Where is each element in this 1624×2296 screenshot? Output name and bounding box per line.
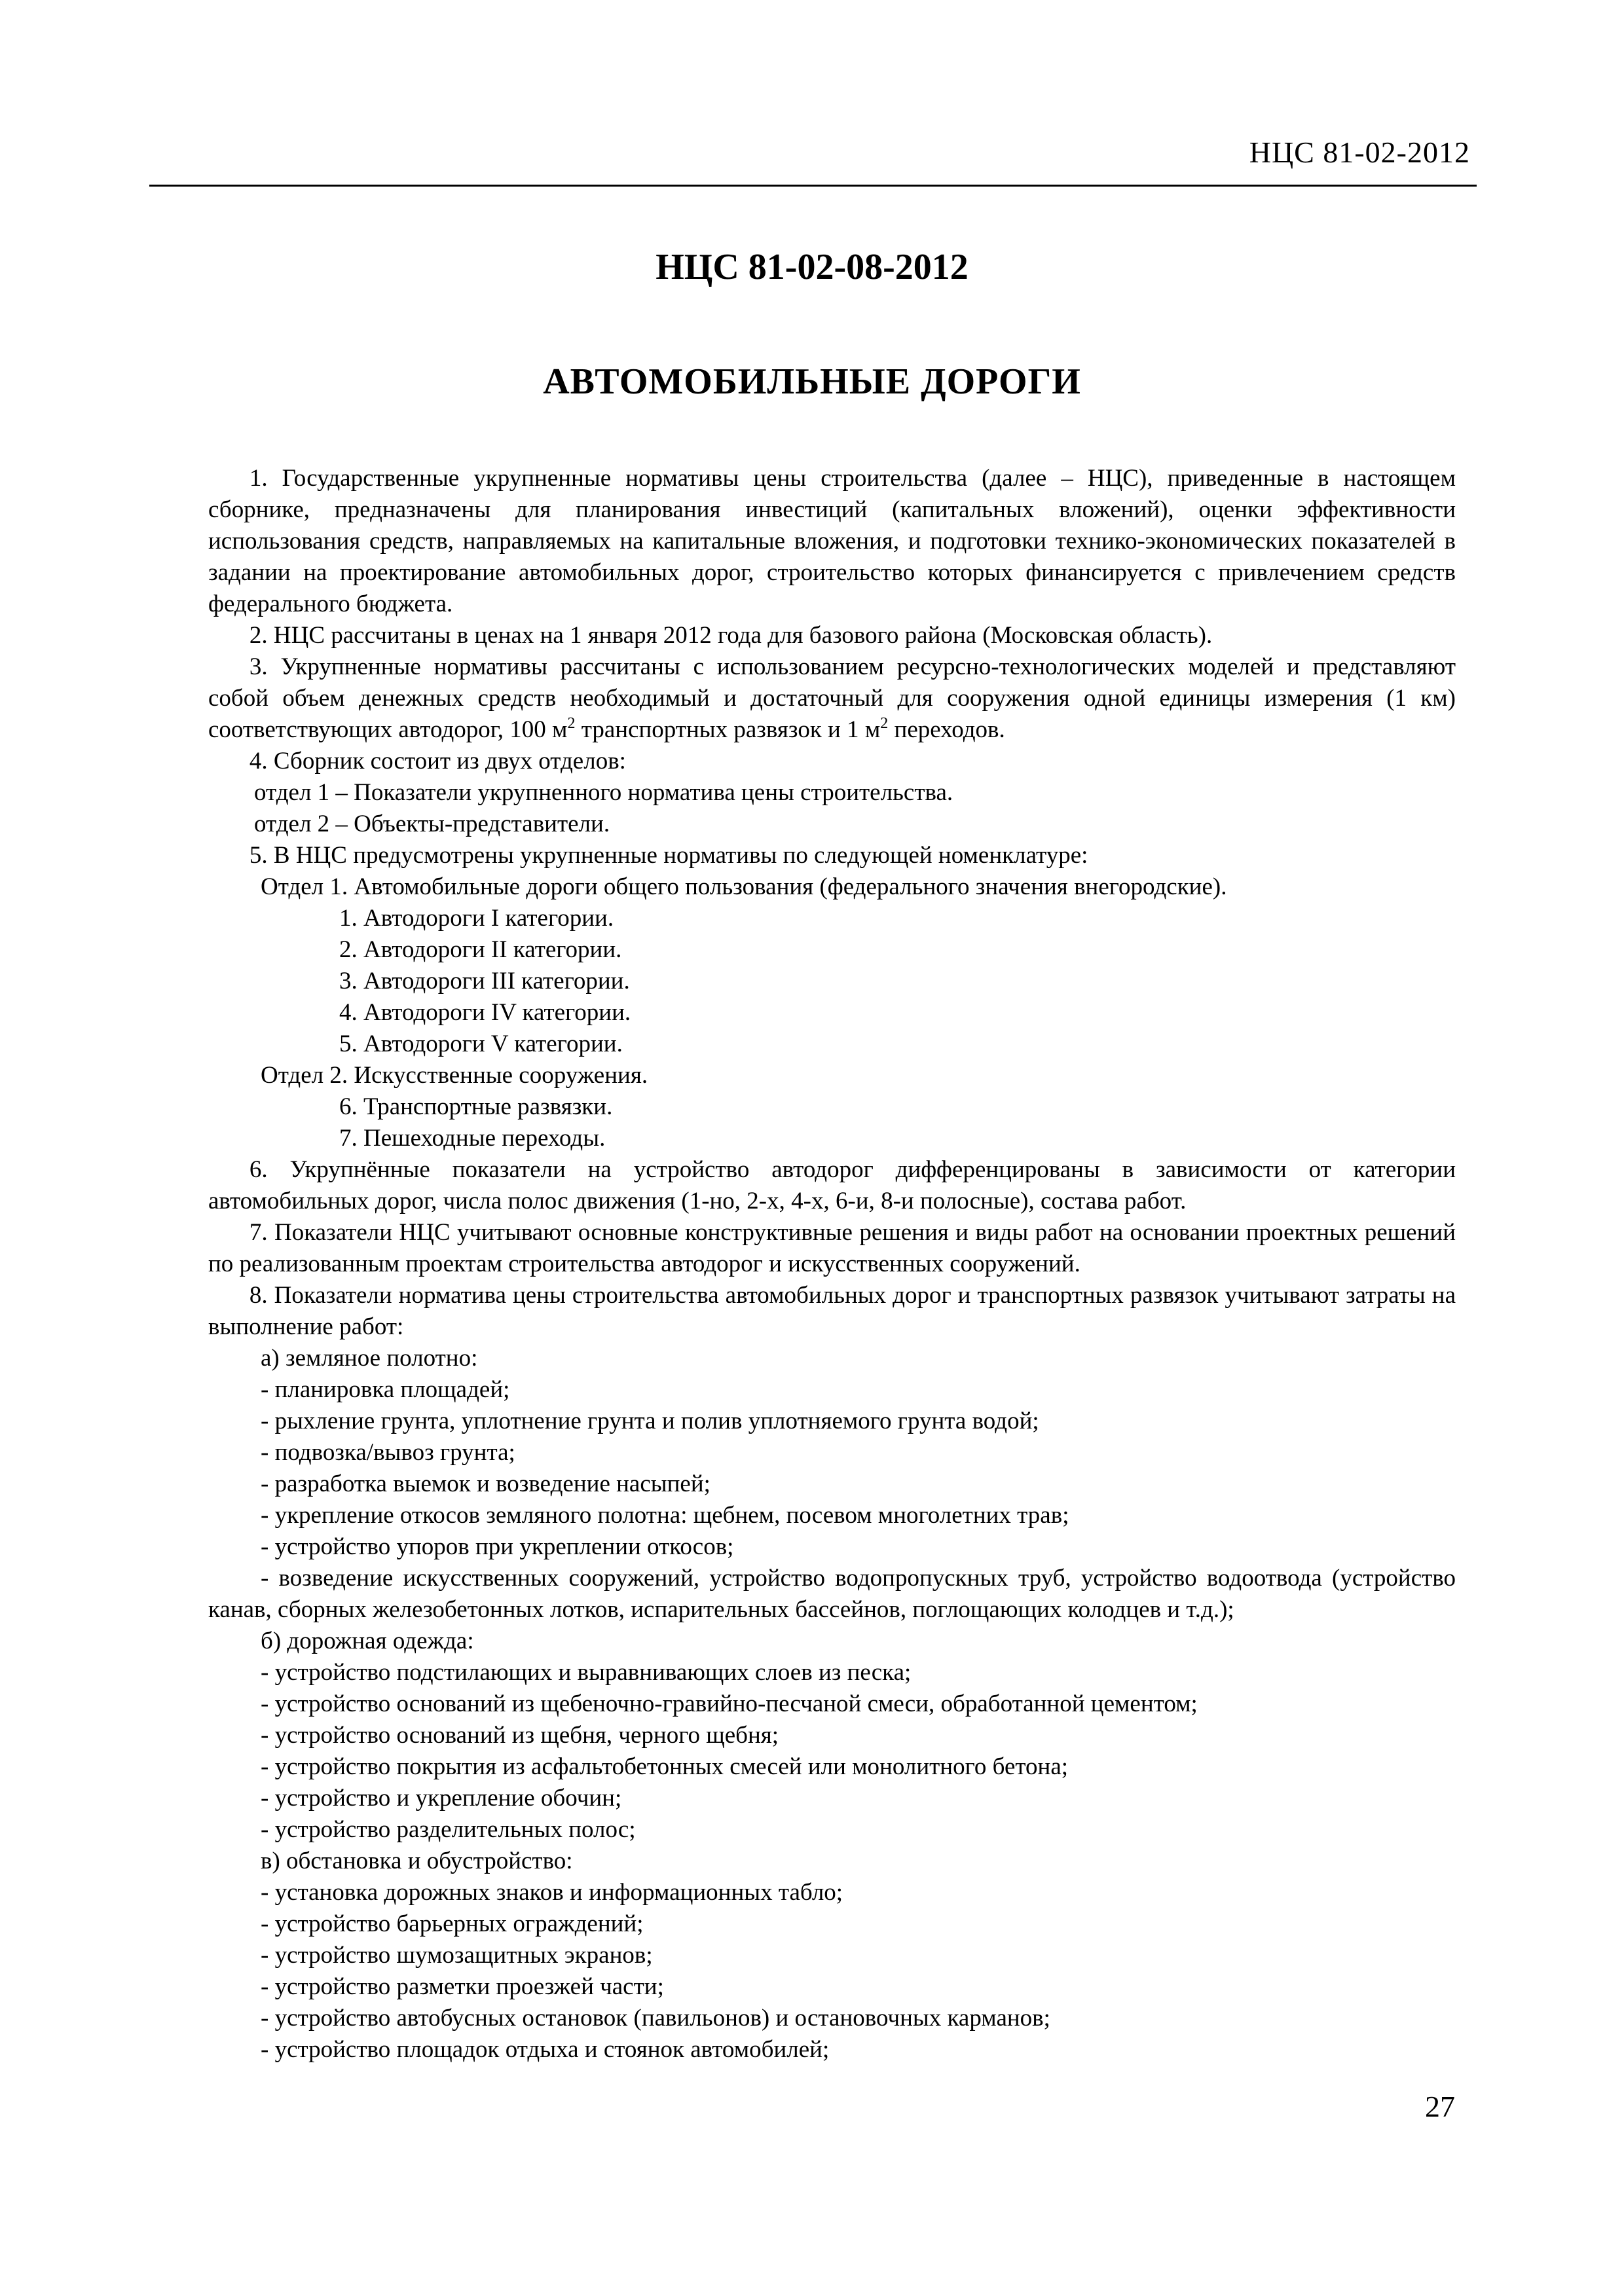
paragraph-2: 2. НЦС рассчитаны в ценах на 1 января 2012 года для базового района (Московская область). xyxy=(249,622,1213,649)
paragraph-6: 6. Укрупнённые показатели на устройство автодорог дифференцированы в зависимости от категории автомобильных дорог, числа полос движения (1-но, 2-х, 4-х, 6-и, 8-и полосные), состава работ. xyxy=(208,1156,1456,1214)
nomenclature-item: 7. Пешеходные переходы. xyxy=(339,1125,606,1152)
document-body xyxy=(208,463,1456,2066)
work-item: - устройство упоров при укреплении откосов; xyxy=(261,1533,734,1560)
nomenclature-item: 2. Автодороги II категории. xyxy=(339,936,622,963)
superscript-2: 2 xyxy=(567,715,576,732)
work-item: - установка дорожных знаков и информационных табло; xyxy=(261,1879,843,1906)
paragraph-1: 1. Государственные укрупненные нормативы цены строительства (далее – НЦС), приведенные в настоящем сборнике, предназначены для планирования инвестиций (капитальных вложений), оценки эффективности использования средств, направляемых на капитальные вложения, и подготовки технико-экономических показателей в задании на проектирование автомобильных дорог, строительство которых финансируется с привлечением средств федерального бюджета. xyxy=(208,465,1456,617)
paragraph-7: 7. Показатели НЦС учитывают основные конструктивные решения и виды работ на основании проектных решений по реализованным проектам строительства автодорог и искусственных сооружений. xyxy=(208,1219,1456,1277)
work-item: - подвозка/вывоз грунта; xyxy=(261,1439,515,1466)
paragraph-3 xyxy=(208,651,1456,746)
superscript-2: 2 xyxy=(880,715,889,732)
work-item: - устройство оснований из щебеночно-гравийно-песчаной смеси, обработанной цементом; xyxy=(261,1690,1198,1717)
paragraph-5: 5. В НЦС предусмотрены укрупненные нормативы по следующей номенклатуре: xyxy=(249,842,1088,869)
work-item: - укрепление откосов земляного полотна: щебнем, посевом многолетних трав; xyxy=(261,1502,1069,1529)
work-item: - разработка выемок и возведение насыпей; xyxy=(261,1470,710,1497)
document-code-title: НЦС 81-02-08-2012 xyxy=(655,247,969,287)
paragraph-3-text-c: переходов. xyxy=(888,716,1005,743)
work-group-heading: а) земляное полотно: xyxy=(261,1345,478,1372)
header-rule xyxy=(149,185,1477,187)
work-item: - рыхление грунта, уплотнение грунта и полив уплотняемого грунта водой; xyxy=(261,1408,1039,1434)
work-item: - устройство разметки проезжей части; xyxy=(261,1973,664,2000)
work-item: - устройство оснований из щебня, черного щебня; xyxy=(261,1722,779,1749)
section-list-item: отдел 1 – Показатели укрупненного норматива цены строительства. xyxy=(254,779,953,806)
paragraph-8: 8. Показатели норматива цены строительства автомобильных дорог и транспортных развязок учитывают затраты на выполнение работ: xyxy=(208,1282,1456,1340)
paragraph-3-text-b: транспортных развязок и 1 м xyxy=(575,716,881,743)
section-list-item: отдел 2 – Объекты-представители. xyxy=(254,811,610,837)
document-title: АВТОМОБИЛЬНЫЕ ДОРОГИ xyxy=(543,361,1081,402)
department-1-heading: Отдел 1. Автомобильные дороги общего пользования (федерального значения внегородские). xyxy=(261,873,1227,900)
page-number: 27 xyxy=(1425,2090,1455,2123)
work-item-long: - возведение искусственных сооружений, устройство водопропускных труб, устройство водоотвода (устройство канав, сборных железобетонных лотков, испарительных бассейнов, поглощающих колодцев и т.д.); xyxy=(208,1565,1456,1623)
work-item: - планировка площадей; xyxy=(261,1376,510,1403)
department-2-heading: Отдел 2. Искусственные сооружения. xyxy=(261,1062,648,1089)
work-item: - устройство подстилающих и выравнивающих слоев из песка; xyxy=(261,1659,912,1686)
work-item: - устройство разделительных полос; xyxy=(261,1816,636,1843)
nomenclature-item: 5. Автодороги V категории. xyxy=(339,1030,623,1057)
nomenclature-item: 3. Автодороги III категории. xyxy=(339,968,630,994)
nomenclature-item: 1. Автодороги I категории. xyxy=(339,905,614,932)
work-item: - устройство покрытия из асфальтобетонных смесей или монолитного бетона; xyxy=(261,1753,1069,1780)
running-header: НЦС 81-02-2012 xyxy=(1249,136,1470,169)
work-group-heading: б) дорожная одежда: xyxy=(261,1628,474,1654)
paragraph-4: 4. Сборник состоит из двух отделов: xyxy=(249,748,626,774)
work-item: - устройство и укрепление обочин; xyxy=(261,1785,622,1812)
work-item: - устройство площадок отдыха и стоянок автомобилей; xyxy=(261,2036,830,2063)
nomenclature-item: 4. Автодороги IV категории. xyxy=(339,999,631,1026)
nomenclature-item: 6. Транспортные развязки. xyxy=(339,1093,613,1120)
work-item: - устройство шумозащитных экранов; xyxy=(261,1942,653,1969)
work-item: - устройство автобусных остановок (павильонов) и остановочных карманов; xyxy=(261,2005,1050,2032)
work-item: - устройство барьерных ограждений; xyxy=(261,1910,644,1937)
paragraph-3-text-a: 3. Укрупненные нормативы рассчитаны с использованием ресурсно-технологических моделей и представляют собой объем денежных средств необходимый и достаточный для сооружения одной единицы измерения (1 км) соответствующих автодорог, 100 м xyxy=(208,653,1456,743)
work-group-heading: в) обстановка и обустройство: xyxy=(261,1848,573,1874)
